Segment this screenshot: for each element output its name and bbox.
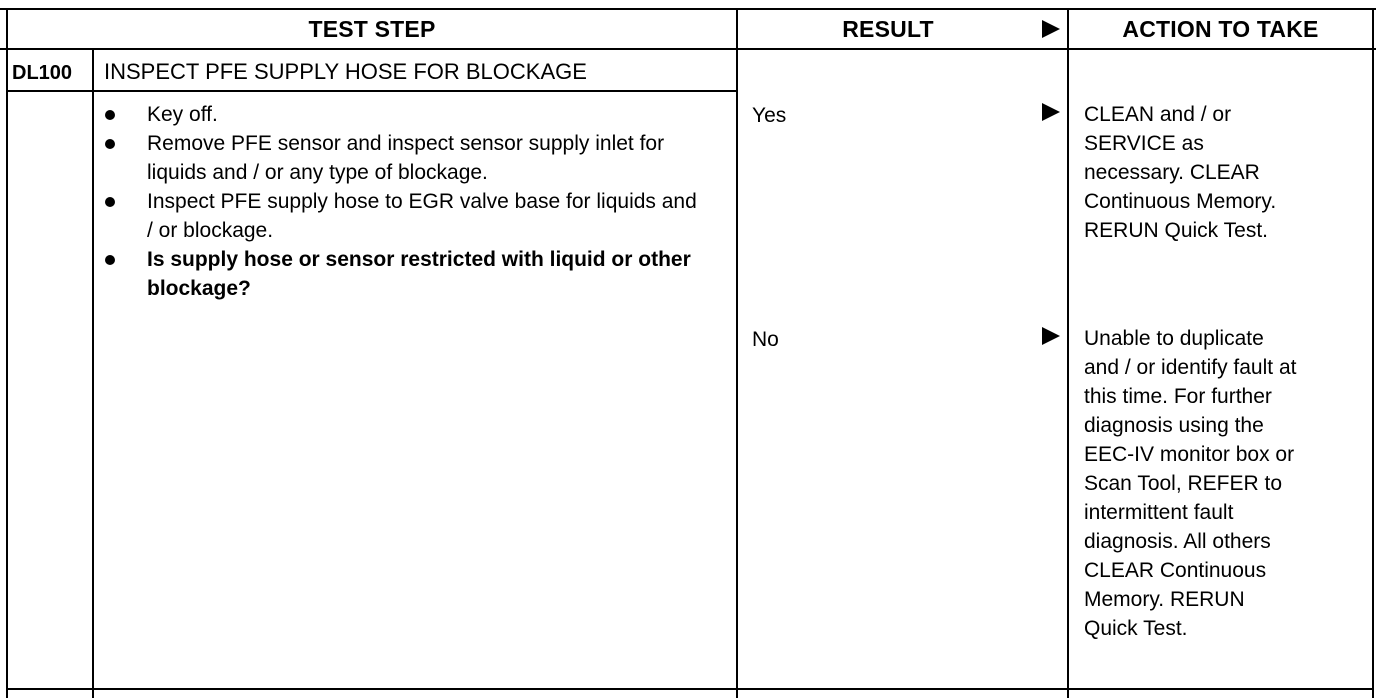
bullet-icon	[105, 139, 115, 149]
step-instructions	[100, 100, 700, 303]
instruction-item: Remove PFE sensor and inspect sensor supply inlet for liquids and / or any type of blockage.	[100, 129, 700, 187]
action-yes: CLEAN and / or SERVICE as necessary. CLEAR Continuous Memory. RERUN Quick Test.	[1084, 103, 1277, 242]
header-bottom-border	[0, 48, 1376, 50]
result-yes-arrow-icon	[1042, 103, 1060, 121]
instruction-item: Key off.	[100, 100, 700, 129]
left-border	[6, 8, 8, 698]
header-action: ACTION TO TAKE	[1122, 15, 1319, 42]
result-no-arrow-icon	[1042, 327, 1060, 345]
step-code: DL100	[12, 62, 73, 84]
top-border	[0, 8, 1376, 10]
header-result: RESULT	[842, 15, 934, 42]
title-underline	[6, 90, 737, 92]
code-divider	[92, 50, 94, 698]
step-title: INSPECT PFE SUPPLY HOSE FOR BLOCKAGE	[104, 59, 587, 84]
action-column-divider	[1067, 8, 1069, 698]
instruction-item: Inspect PFE supply hose to EGR valve base for liquids and / or blockage.	[100, 187, 700, 245]
header-test-step: TEST STEP	[308, 15, 436, 42]
result-no: No	[752, 328, 779, 351]
right-border	[1372, 8, 1374, 698]
bullet-icon	[105, 110, 115, 120]
bottom-border	[6, 688, 1374, 690]
result-column-divider	[736, 8, 738, 698]
header-arrow-icon	[1042, 20, 1060, 38]
result-yes: Yes	[752, 104, 787, 127]
bullet-icon	[105, 255, 115, 265]
instruction-question: Is supply hose or sensor restricted with liquid or other blockage?	[100, 245, 700, 303]
action-no: Unable to duplicate and / or identify fault at this time. For further diagnosis using the EEC-IV monitor box or Scan Tool, REFER to intermittent fault diagnosis. All others CLEAR Continuous Memory. RERUN Quick Test.	[1084, 327, 1297, 640]
bullet-icon	[105, 197, 115, 207]
